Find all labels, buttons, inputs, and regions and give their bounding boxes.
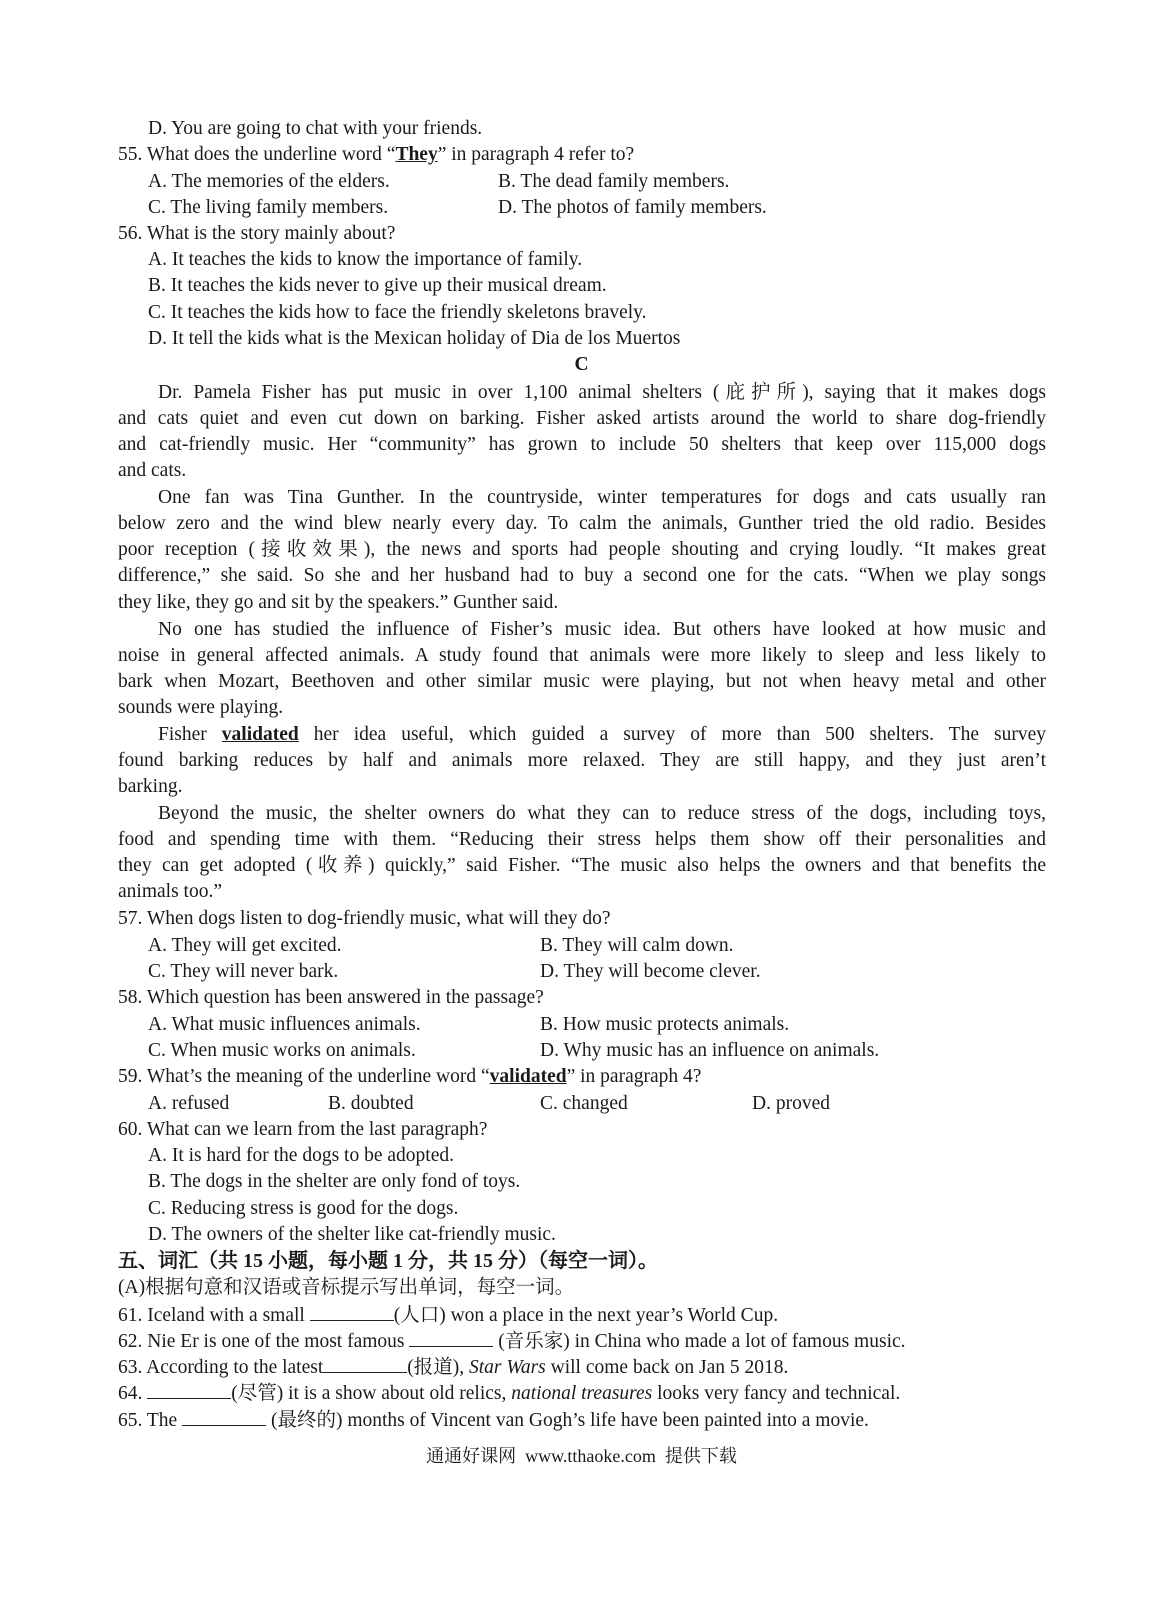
q60-stem: 60. What can we learn from the last paragraph? — [118, 1119, 488, 1140]
footer-source: 通通好课网 www.tthaoke.com 提供下载 — [426, 1446, 737, 1466]
q59-underlined-word: validated — [489, 1066, 567, 1087]
q56-option-c: C. It teaches the kids how to face the friendly skeletons bravely. — [148, 302, 647, 323]
q62-blank[interactable] — [409, 1328, 493, 1347]
p2-line-1: One fan was Tina Gunther. In the countryside, winter temperatures for dogs and cats usually ran — [158, 487, 1046, 508]
section-5-instructions: (A)根据句意和汉语或音标提示写出单词，每空一词。 — [118, 1277, 575, 1298]
q61 — [118, 1302, 778, 1329]
q58-option-d: D. Why music has an influence on animals. — [540, 1040, 880, 1061]
q58-option-b: B. How music protects animals. — [540, 1014, 790, 1035]
q62 — [118, 1328, 906, 1355]
q58-stem: 58. Which question has been answered in the passage? — [118, 987, 544, 1008]
q62-pre: 62. Nie Er is one of the most famous — [118, 1331, 410, 1352]
p1-line-1: Dr. Pamela Fisher has put music in over 1,100 animal shelters (庇护所), saying that it makes dogs — [158, 382, 1046, 403]
q59-stem-post: ” in paragraph 4? — [566, 1066, 702, 1087]
p1-line-3: and cat-friendly music. Her “community” has grown to include 50 shelters that keep over 115,000 dogs — [118, 434, 1046, 455]
q55-option-c: C. The living family members. — [148, 197, 389, 218]
p1-line-2: and cats quiet and even cut down on barking. Fisher asked artists around the world to share dog-friendly — [118, 408, 1046, 429]
q56-option-d: D. It tell the kids what is the Mexican holiday of Dia de los Muertos — [148, 328, 681, 349]
q61-hint: (人口) won a place in the next year’s World Cup. — [393, 1305, 779, 1326]
q64-italic-title: national treasures — [511, 1383, 653, 1404]
q64-blank[interactable] — [147, 1380, 231, 1399]
q64 — [118, 1380, 900, 1407]
q57-option-a: A. They will get excited. — [148, 935, 342, 956]
q65-blank[interactable] — [182, 1407, 266, 1426]
p2-line-4: difference,” she said. So she and her husband had to buy a second one for the cats. “When we play songs — [118, 565, 1046, 586]
q54-option-d: D. You are going to chat with your friends. — [148, 118, 483, 139]
p3-line-4: sounds were playing. — [118, 697, 284, 718]
q59-option-c: C. changed — [540, 1093, 628, 1114]
q64-hint: (尽管) it is a show about old relics, — [231, 1383, 512, 1404]
q63-hint: (报道), — [407, 1357, 469, 1378]
q58-option-c: C. When music works on animals. — [148, 1040, 416, 1061]
q59-stem — [118, 1064, 701, 1090]
q57-stem: 57. When dogs listen to dog-friendly music, what will they do? — [118, 908, 611, 929]
q57-option-c: C. They will never bark. — [148, 961, 339, 982]
q55-stem-post: ” in paragraph 4 refer to? — [437, 144, 635, 165]
p2-line-2: below zero and the wind blew nearly every day. To calm the animals, Gunther tried the old radio. Besides — [118, 513, 1046, 534]
q56-option-b: B. It teaches the kids never to give up their musical dream. — [148, 275, 607, 296]
q63 — [118, 1354, 788, 1381]
p5-line-4: animals too.” — [118, 881, 222, 902]
p4-line-1 — [158, 722, 1046, 748]
q55-underlined-word: They — [395, 144, 438, 165]
p1-line-4: and cats. — [118, 460, 187, 481]
q65 — [118, 1407, 869, 1434]
q57-option-b: B. They will calm down. — [540, 935, 734, 956]
p5-line-3: they can get adopted (收养) quickly,” said Fisher. “The music also helps the owners and that benefits the — [118, 855, 1046, 876]
q58-option-a: A. What music influences animals. — [148, 1014, 421, 1035]
q55-option-b: B. The dead family members. — [498, 171, 730, 192]
q55-stem-pre: 55. What does the underline word “ — [118, 144, 396, 165]
p4-underlined-word: validated — [221, 724, 299, 745]
q60-option-a: A. It is hard for the dogs to be adopted. — [148, 1145, 454, 1166]
q61-blank[interactable] — [310, 1302, 394, 1321]
q59-option-d: D. proved — [752, 1093, 830, 1114]
q55-option-d: D. The photos of family members. — [498, 197, 767, 218]
q60-option-d: D. The owners of the shelter like cat-friendly music. — [148, 1224, 556, 1245]
q63-post: will come back on Jan 5 2018. — [545, 1357, 789, 1378]
q56-option-a: A. It teaches the kids to know the importance of family. — [148, 249, 583, 270]
p4-line-2: found barking reduces by half and animals more relaxed. They are still happy, and they just aren’t — [118, 750, 1046, 771]
q61-pre: 61. Iceland with a small — [118, 1305, 310, 1326]
q60-option-c: C. Reducing stress is good for the dogs. — [148, 1198, 459, 1219]
p4-line-3: barking. — [118, 776, 183, 797]
q63-italic-title: Star Wars — [469, 1357, 546, 1378]
p3-line-2: noise in general affected animals. A study found that animals were more likely to sleep and less likely to — [118, 645, 1046, 666]
p3-line-3: bark when Mozart, Beethoven and other similar music were playing, but not when heavy metal and other — [118, 671, 1046, 692]
p4-pre: Fisher — [158, 724, 222, 745]
q55-option-a: A. The memories of the elders. — [148, 171, 390, 192]
q64-post: looks very fancy and technical. — [652, 1383, 901, 1404]
q65-pre: 65. The — [118, 1410, 183, 1431]
p5-line-1: Beyond the music, the shelter owners do what they can to reduce stress of the dogs, including toys, — [158, 803, 1046, 824]
q62-hint: (音乐家) in China who made a lot of famous music. — [493, 1331, 906, 1352]
q63-pre: 63. According to the latest — [118, 1357, 324, 1378]
q65-hint: (最终的) months of Vincent van Gogh’s life have been painted into a movie. — [266, 1410, 869, 1431]
p3-line-1: No one has studied the influence of Fisher’s music idea. But others have looked at how music and — [158, 619, 1046, 640]
section-c-heading: C — [574, 354, 589, 375]
p5-line-2: food and spending time with them. “Reducing their stress helps them show off their personalities and — [118, 829, 1046, 850]
q56-stem: 56. What is the story mainly about? — [118, 223, 396, 244]
q59-option-a: A. refused — [148, 1093, 230, 1114]
q64-pre: 64. — [118, 1383, 148, 1404]
p2-line-3: poor reception (接收效果), the news and sports had people shouting and crying loudly. “It makes great — [118, 539, 1046, 560]
q63-blank[interactable] — [323, 1354, 407, 1373]
q59-stem-pre: 59. What’s the meaning of the underline word “ — [118, 1066, 490, 1087]
q60-option-b: B. The dogs in the shelter are only fond of toys. — [148, 1171, 521, 1192]
q57-option-d: D. They will become clever. — [540, 961, 761, 982]
p4-post: her idea useful, which guided a survey of more than 500 shelters. The survey — [298, 724, 1047, 745]
section-5-title: 五、词汇（共 15 小题，每小题 1 分，共 15 分）（每空一词）。 — [118, 1250, 658, 1272]
q59-option-b: B. doubted — [328, 1093, 414, 1114]
q55-stem — [118, 142, 634, 168]
p2-line-5: they like, they go and sit by the speakers.” Gunther said. — [118, 592, 559, 613]
